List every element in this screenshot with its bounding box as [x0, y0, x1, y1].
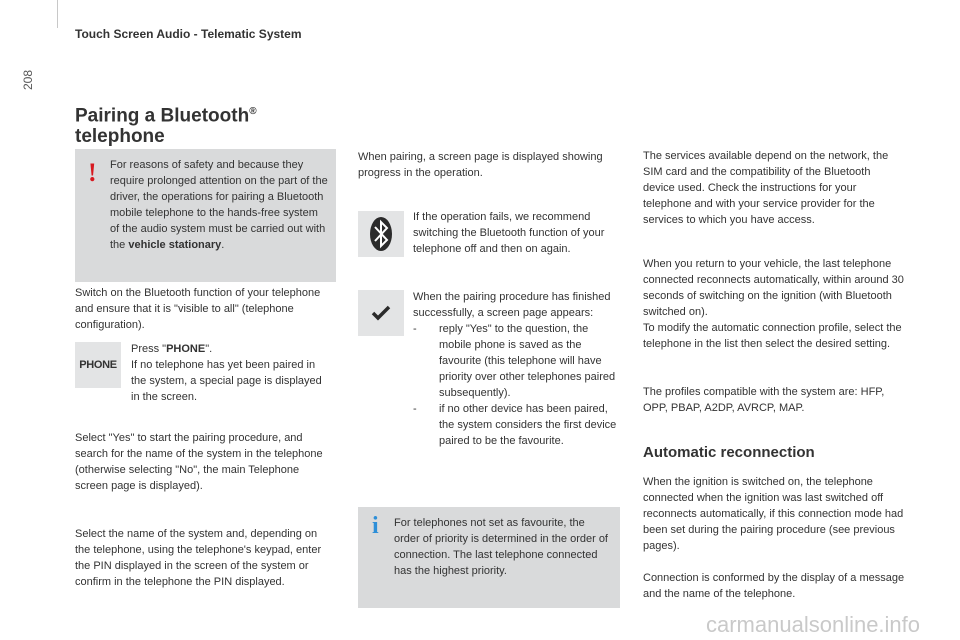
- profiles-text: The profiles compatible with the system are: HFP, OPP, PBAP, A2DP, AVRCP, MAP.: [643, 386, 885, 414]
- select-yes-text: Select "Yes" to start the pairing procedure, and search for the name of the system in the telephone (otherwise selecting "No", the main Telephone screen page is displayed).: [75, 432, 323, 492]
- list-item: - reply "Yes" to the question, the mobile phone is saved as the favourite (this telephone will have priority over other telephones paired subsequently).: [413, 323, 616, 399]
- finished-block: [413, 289, 621, 449]
- when-pairing-text: When pairing, a screen page is displayed showing progress in the operation.: [358, 151, 603, 179]
- list-item: - if no other device has been paired, the system considers the first device paired to be the favourite.: [413, 403, 617, 447]
- return-text: When you return to your vehicle, the last telephone connected reconnects automatically, within around 30 seconds of switching on the ignition (with Bluetooth switched on).: [643, 258, 904, 318]
- section-header: Touch Screen Audio - Telematic System: [75, 27, 302, 41]
- checkmark-glyph: [371, 305, 391, 321]
- info-icon: i: [372, 513, 379, 539]
- title-line2: telephone: [75, 126, 165, 148]
- title-line1: Pairing a Bluetooth: [75, 105, 250, 127]
- modify-text: To modify the automatic connection profile, select the telephone in the list then select the desired setting.: [643, 322, 902, 350]
- watermark: carmanualsonline.info: [706, 612, 921, 637]
- automatic-reconnection-heading: Automatic reconnection: [643, 444, 815, 461]
- services-text: The services available depend on the network, the SIM card and the compatibility of the Bluetooth device used. Check the instructions for your telephone and with your service provider for the services to which you have access.: [643, 150, 889, 226]
- finished-text: When the pairing procedure has finished successfully, a screen page appears:: [413, 291, 611, 319]
- page-title: [75, 101, 335, 147]
- registered-mark: ®: [249, 106, 257, 117]
- bluetooth-glyph: [369, 216, 393, 252]
- warning-icon: !: [88, 158, 97, 187]
- info-text: For telephones not set as favourite, the order of priority is determined in the order of connection. The last telephone connected has the highest priority.: [394, 517, 608, 577]
- switch-on-text: Switch on the Bluetooth function of your telephone and ensure that it is "visible to all" (telephone configuration).: [75, 287, 321, 331]
- warning-bold: vehicle stationary: [128, 239, 222, 251]
- confirmed-text: Connection is conformed by the display of a message and the name of the telephone.: [643, 572, 905, 600]
- warning-text: For reasons of safety and because they require prolonged attention on the part of the driver, the operations for pairing a Bluetooth mobile telephone to the hands-free system of the audio system must be carried out with the vehicle stationary.: [110, 159, 328, 251]
- page-number: 208: [21, 69, 35, 91]
- ignition-text: When the ignition is switched on, the telephone connected when the ignition was last switched off reconnects automatically, if this connection mode had been set during the pairing procedure (see previous pages).: [643, 476, 904, 552]
- press-phone-text: Press "PHONE". If no telephone has yet been paired in the system, a special page is displayed in the screen.: [131, 343, 322, 403]
- select-name-text: Select the name of the system and, depending on the telephone, using the telephone's keypad, enter the PIN displayed in the screen of the system or confirm in the telephone the PIN displayed.: [75, 528, 322, 588]
- margin-rule: [57, 0, 58, 28]
- fail-text: If the operation fails, we recommend switching the Bluetooth function of your telephone off and then on again.: [413, 211, 605, 255]
- checkmark-icon: [358, 290, 404, 336]
- phone-button-icon: [75, 342, 121, 388]
- bluetooth-icon: [358, 211, 404, 257]
- phone-button-label: PHONE: [79, 359, 117, 371]
